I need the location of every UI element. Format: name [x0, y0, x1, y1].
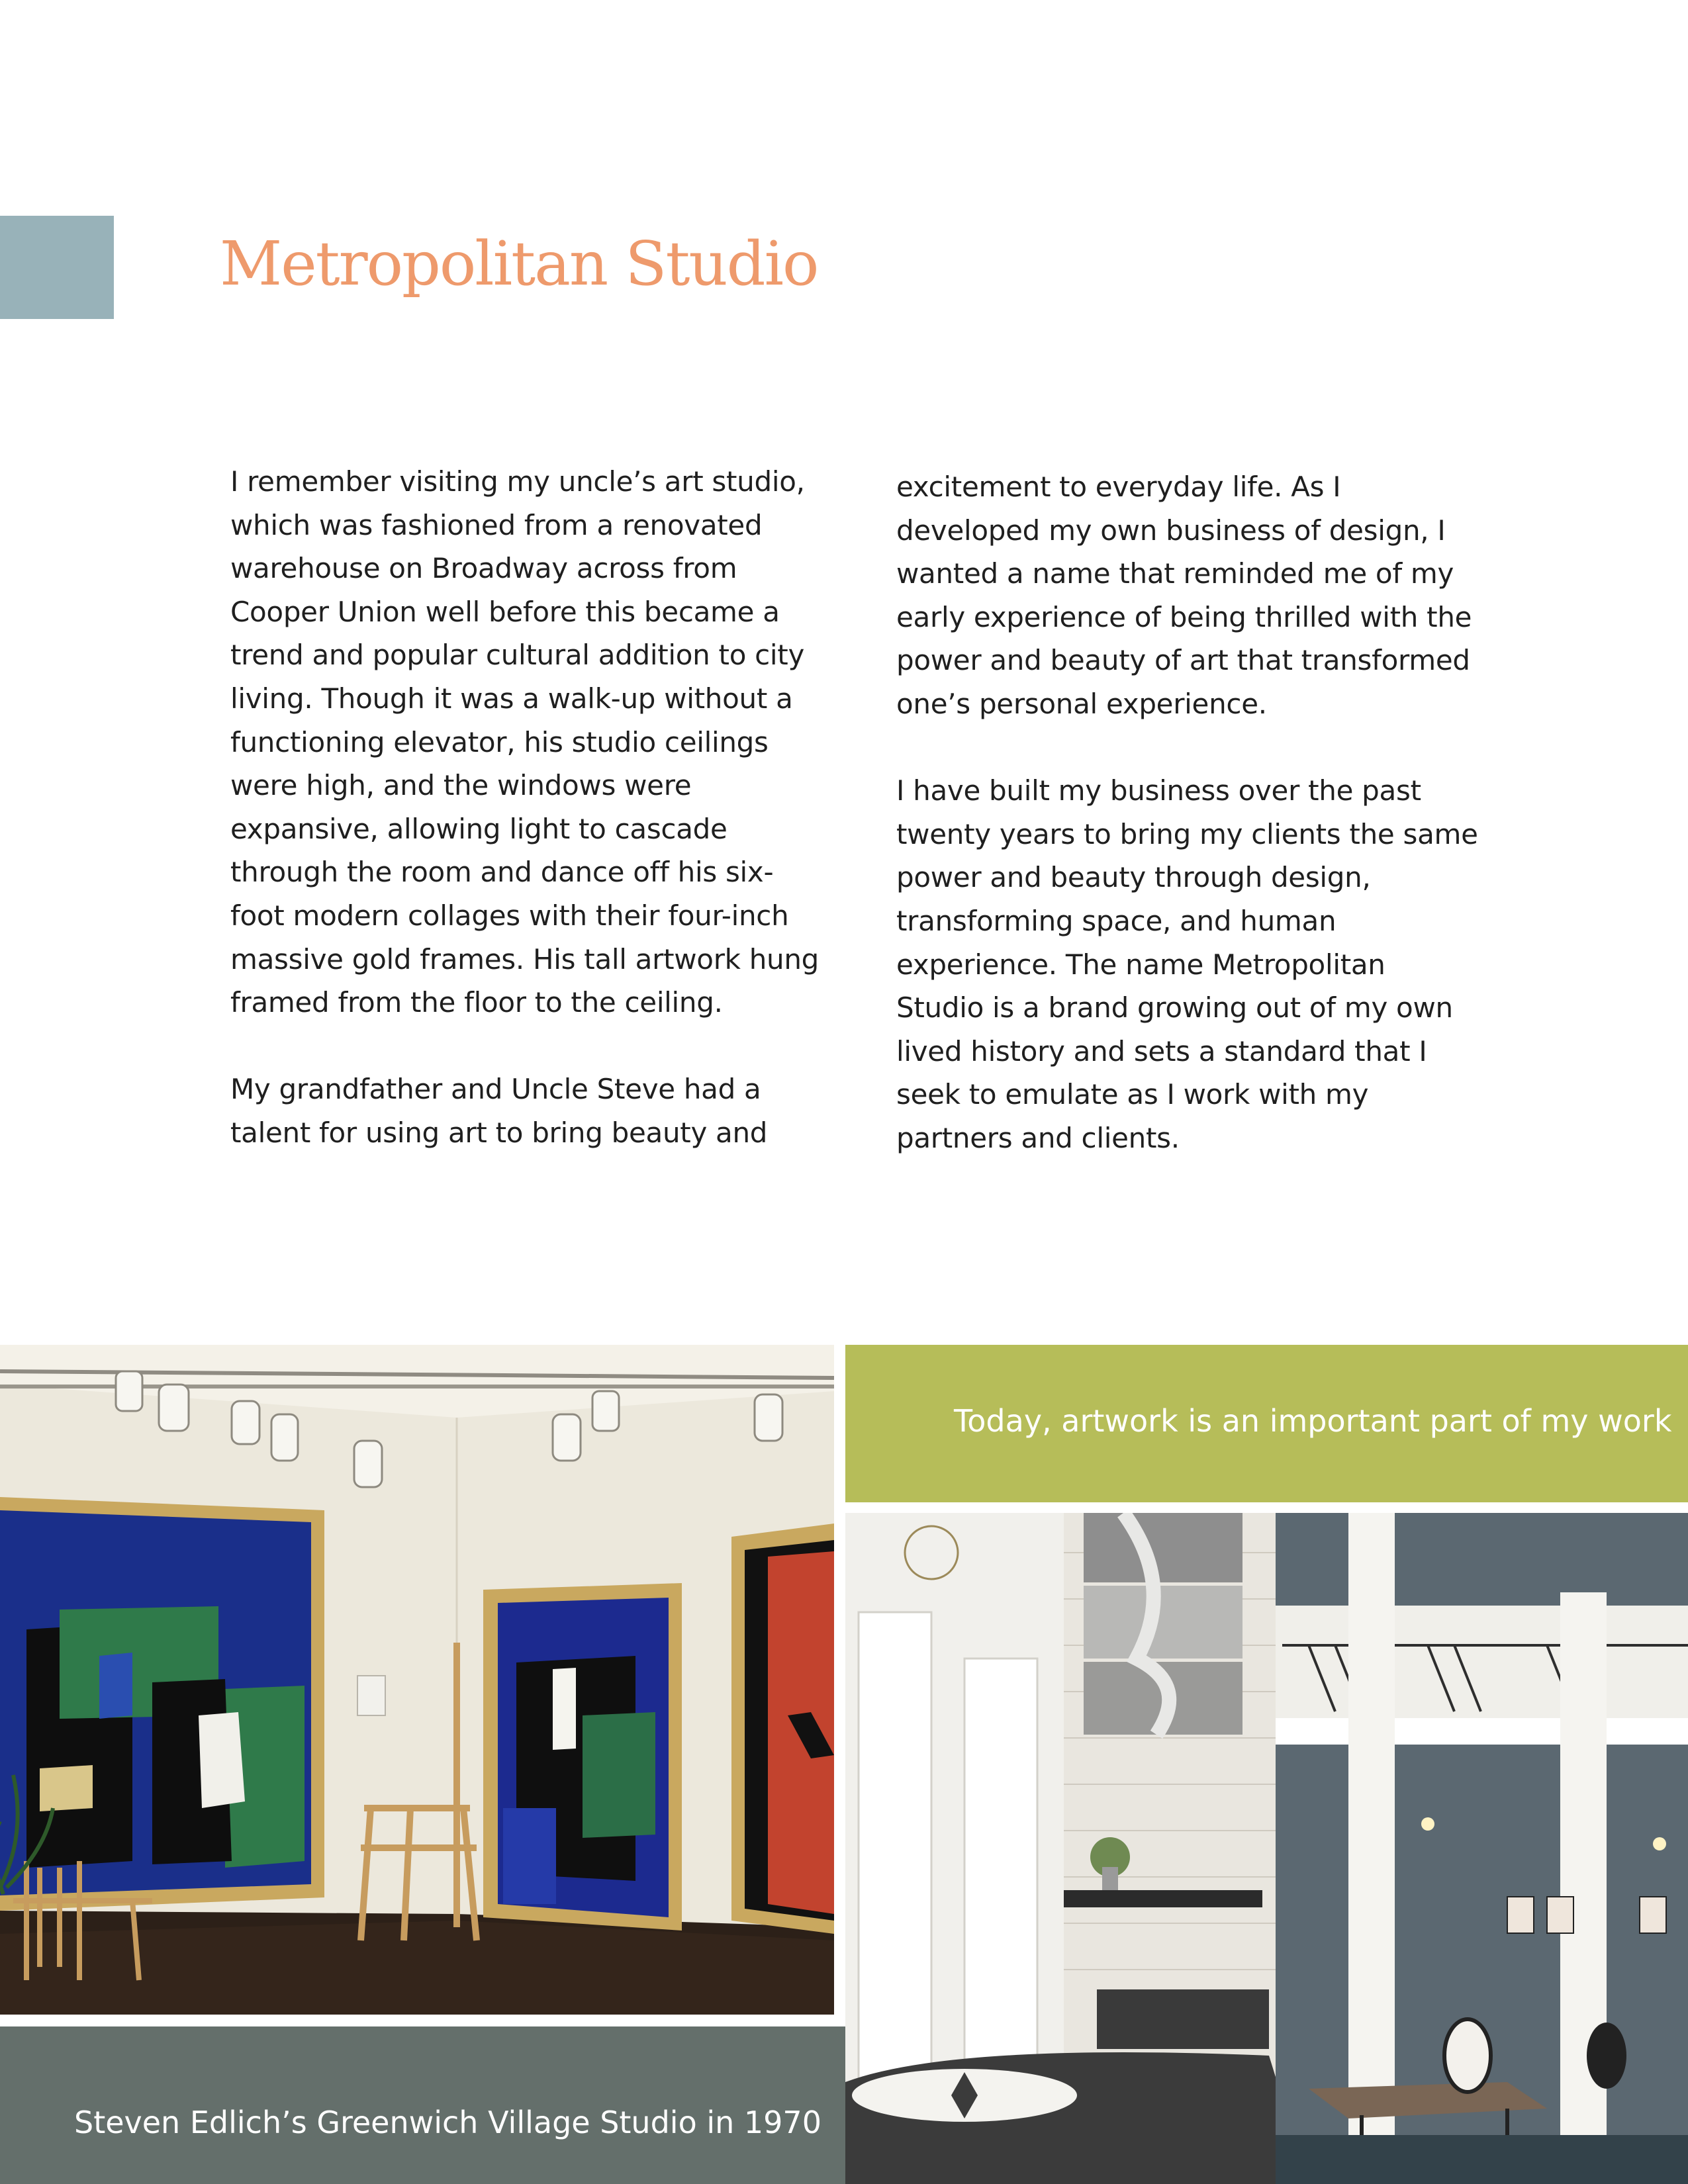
- paragraph-gap: [896, 726, 1492, 770]
- artwork-banner: [845, 1345, 1688, 1502]
- photo-caption: Steven Edlich’s Greenwich Village Studio in 1970: [74, 2105, 821, 2140]
- artwork-banner-text: Today, artwork is an important part of my work: [954, 1403, 1672, 1439]
- paragraph-line: lived history and sets a standard that I: [896, 1034, 1427, 1068]
- paragraph-line: seek to emulate as I work with my: [896, 1078, 1369, 1111]
- paragraph-line: twenty years to bring my clients the same: [896, 817, 1478, 850]
- paragraph-line: massive gold frames. His tall artwork hung: [230, 942, 820, 976]
- paragraph-line: Studio is a brand growing out of my own: [896, 991, 1453, 1024]
- paragraph-line: wanted a name that reminded me of my: [896, 557, 1454, 590]
- paragraph-line: I have built my business over the past: [896, 774, 1421, 807]
- paragraph-line: framed from the floor to the ceiling.: [230, 986, 723, 1019]
- paragraph-line: excitement to everyday life. As I: [896, 471, 1341, 503]
- paragraph-line: power and beauty of art that transformed: [896, 644, 1470, 677]
- paragraph-line: living. Though it was a walk-up without a: [230, 682, 793, 715]
- paragraph-line: were high, and the windows were: [230, 769, 692, 802]
- studio-1970-photo: [0, 1345, 834, 2015]
- paragraph-line: developed my own business of design, I: [896, 514, 1446, 547]
- paragraph-line: experience. The name Metropolitan: [896, 948, 1385, 981]
- paragraph-line: expansive, allowing light to cascade: [230, 812, 727, 845]
- paragraph-line: early experience of being thrilled with the: [896, 600, 1472, 633]
- paragraph-line: one’s personal experience.: [896, 687, 1267, 720]
- paragraph-line: warehouse on Broadway across from: [230, 552, 737, 585]
- body-column-right: [896, 465, 1492, 1160]
- paragraph-line: power and beauty through design,: [896, 861, 1371, 894]
- paragraph-line: talent for using art to bring beauty and: [230, 1116, 768, 1149]
- photo-caption-bar: [0, 2026, 846, 2184]
- paragraph-gap: [230, 1024, 826, 1068]
- page-title: Metropolitan Studio: [220, 228, 818, 299]
- body-column-left: [230, 460, 826, 1155]
- accent-block: [0, 216, 114, 319]
- paragraph-line: through the room and dance off his six-: [230, 856, 774, 889]
- paragraph-line: partners and clients.: [896, 1121, 1180, 1154]
- modern-interior-photo: [845, 1513, 1688, 2184]
- paragraph-line: functioning elevator, his studio ceilings: [230, 725, 769, 758]
- paragraph-line: which was fashioned from a renovated: [230, 508, 763, 541]
- paragraph-line: I remember visiting my uncle’s art studio,: [230, 465, 805, 498]
- paragraph-line: foot modern collages with their four-inch: [230, 899, 789, 932]
- paragraph-line: transforming space, and human: [896, 904, 1336, 937]
- paragraph-line: trend and popular cultural addition to city: [230, 639, 805, 672]
- paragraph-line: My grandfather and Uncle Steve had a: [230, 1073, 761, 1106]
- paragraph-line: Cooper Union well before this became a: [230, 595, 780, 628]
